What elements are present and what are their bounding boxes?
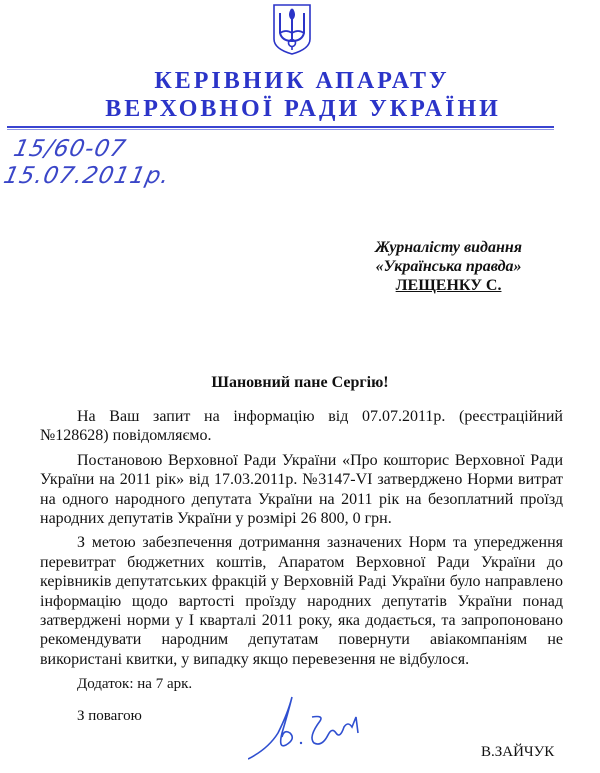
attachment-note: Додаток: на 7 арк. xyxy=(77,676,193,692)
letterhead-divider xyxy=(7,126,554,128)
signer-name: В.ЗАЙЧУК xyxy=(481,744,555,760)
closing: З повагою xyxy=(77,708,142,724)
addressee-block xyxy=(375,238,522,295)
salutation: Шановний пане Сергію! xyxy=(211,374,389,391)
addressee-line2: «Українська правда» xyxy=(375,258,522,275)
handwritten-signature-icon xyxy=(248,693,368,773)
registration-date: 15.07.2011р. xyxy=(1,163,173,189)
registration-number: 15/60-07 xyxy=(11,136,129,162)
body-paragraph: З метою забезпечення дотримання зазначених Норм та упередження перевитрат бюджетних коштів, Апаратом Верховної Ради України до керівників депутатських фракцій у Верховній Раді України було направлено інформацію щодо вартості проїзду народних депутатів України понад затверджені норми у I кварталі 2011 року, яка додається, та запропоновано рекомендувати народним депутатам повернути авіакомпаніям не використані квитки, у випадку якщо перевезення не відбулося. xyxy=(40,534,563,668)
body-paragraph: Постановою Верховної Ради України «Про кошторис Верховної Ради України на 2011 рік» від 17.03.2011р. №3147-VI затверджено Норми витрат на одного народного депутата України на 2011 рік на безоплатний проїзд народних депутатів України у розмірі 26 800, 0 грн. xyxy=(40,451,563,528)
trident-coat-of-arms-icon xyxy=(272,3,312,56)
addressee-name: ЛЕЩЕНКУ С. xyxy=(395,277,502,294)
letter-body xyxy=(40,407,563,674)
letterhead-title-line1: КЕРІВНИК АПАРАТУ xyxy=(154,68,450,94)
letterhead-divider-thin xyxy=(7,129,554,130)
body-paragraph: На Ваш запит на інформацію від 07.07.2011р. (реєстраційний №128628) повідомляємо. xyxy=(40,408,563,445)
addressee-line1: Журналісту видання xyxy=(375,239,522,256)
letterhead-title-line2: ВЕРХОВНОЇ РАДИ УКРАЇНИ xyxy=(105,96,501,122)
